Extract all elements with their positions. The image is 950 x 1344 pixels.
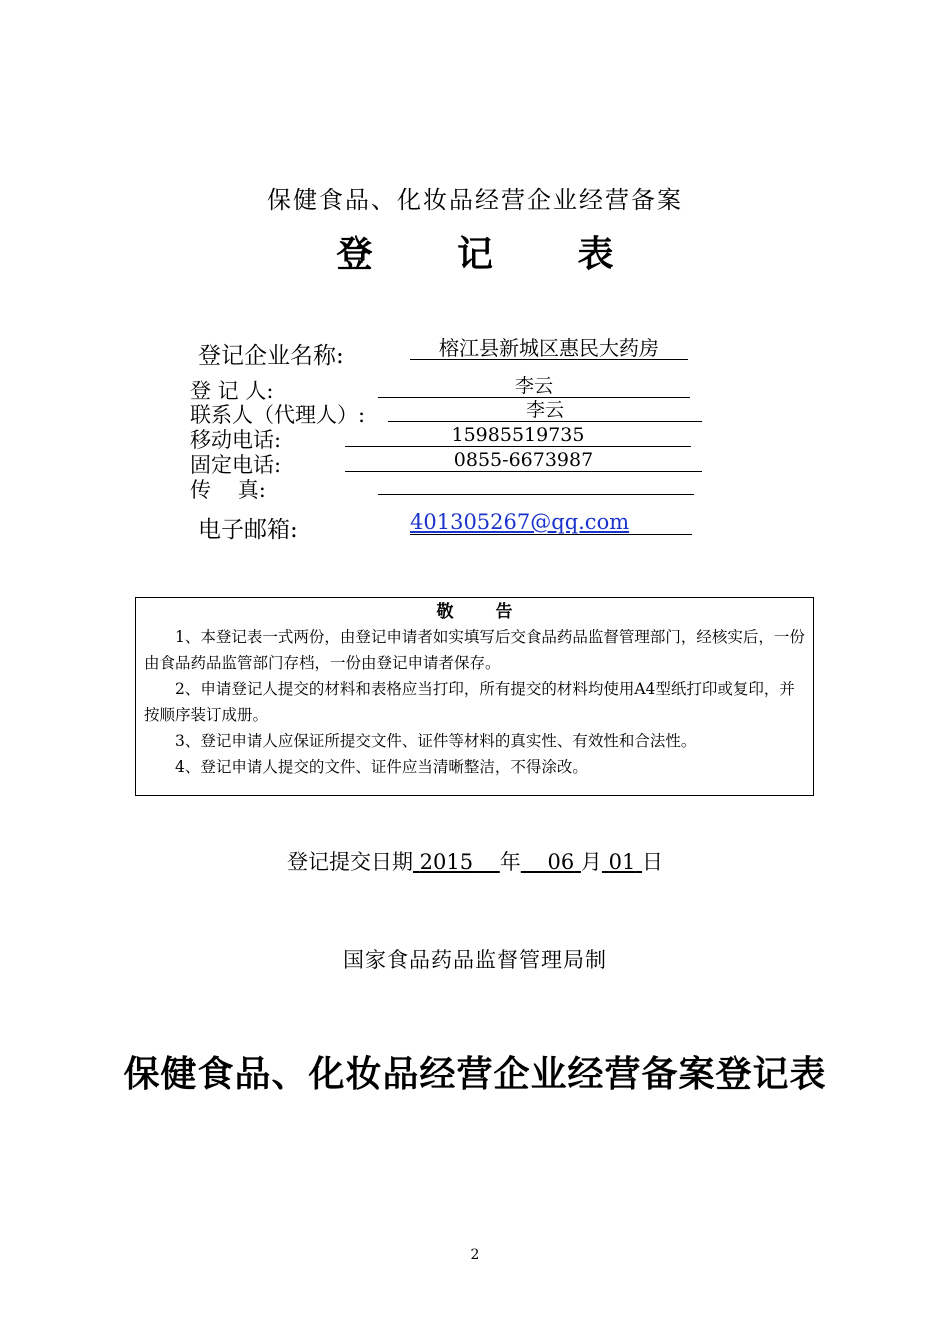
fax-label: 传 真:	[190, 478, 266, 502]
registrant-label: 登 记 人:	[190, 379, 274, 403]
company-value: 榕江县新城区惠民大药房	[410, 337, 688, 360]
notice-item-4: 4、登记申请人提交的文件、证件应当清晰整洁，不得涂改。	[175, 758, 588, 776]
document-title: 登 记 表	[336, 233, 650, 275]
notice-title: 敬 告	[436, 602, 531, 622]
date-label: 登记提交日期	[286, 850, 413, 874]
notice-item-2: 2、申请登记人提交的材料和表格应当打印，所有提交的材料均使用A4型纸打印或复印，并按顺序装订成册。	[144, 680, 795, 724]
registrant-value: 李云	[378, 375, 690, 398]
contact-value: 李云	[388, 399, 702, 422]
phone-value: 0855-6673987	[345, 449, 702, 472]
mobile-value: 15985519735	[345, 424, 691, 447]
notice-box	[135, 597, 814, 796]
date-year: 2015	[419, 850, 474, 874]
submission-date	[0, 846, 950, 876]
email-label: 电子邮箱:	[198, 517, 298, 543]
date-month: 06	[547, 850, 575, 874]
date-day-unit: 日	[642, 850, 664, 874]
contact-label: 联系人（代理人）:	[190, 403, 366, 427]
notice-item-1: 1、本登记表一式两份，由登记申请者如实填写后交食品药品监督管理部门，经核实后，一份由食品药品监管部门存档，一份由登记申请者保存。	[144, 628, 805, 672]
page-number: 2	[470, 1247, 480, 1263]
fax-value	[378, 472, 694, 495]
date-year-unit: 年	[499, 850, 521, 874]
notice-item-3: 3、登记申请人应保证所提交文件、证件等材料的真实性、有效性和合法性。	[175, 732, 697, 750]
issuer: 国家食品药品监督管理局制	[343, 948, 607, 972]
date-day: 01	[608, 850, 636, 874]
email-field[interactable]	[410, 510, 692, 535]
document-subtitle: 保健食品、化妆品经营企业经营备案	[267, 186, 683, 214]
company-label: 登记企业名称:	[198, 343, 344, 369]
form-title: 保健食品、化妆品经营企业经营备案登记表	[123, 1053, 827, 1095]
phone-label: 固定电话:	[190, 453, 282, 477]
date-month-unit: 月	[580, 850, 602, 874]
email-link[interactable]: 401305267@qq.com	[410, 510, 630, 534]
mobile-label: 移动电话:	[190, 428, 282, 452]
